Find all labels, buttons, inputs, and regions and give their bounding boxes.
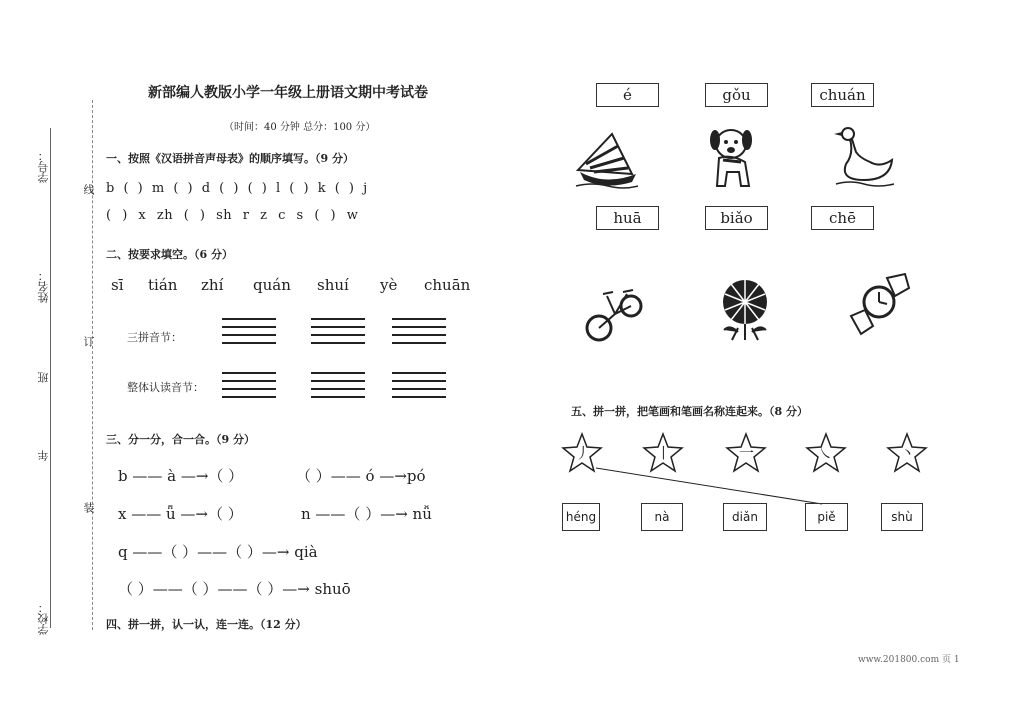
section3-row2-left: x —— ǖ —→（ ） xyxy=(118,505,243,523)
pinyin-box-gou: gǒu xyxy=(705,83,768,107)
stroke-shu: 丨 xyxy=(656,444,672,462)
grade-label: 年 xyxy=(37,450,50,461)
sailboat-picture xyxy=(572,128,640,192)
binding-mark-ding: 订 xyxy=(82,336,95,347)
section3-row4: （ ）——（ ）——（ ）—→ shuō xyxy=(118,580,351,598)
sanpin-label: 三拼音节： xyxy=(127,331,182,344)
syllable-5: yè xyxy=(380,276,398,294)
stroke-name-dian: diǎn xyxy=(723,503,767,531)
answer-lines[interactable] xyxy=(311,318,365,346)
section1-row2: ( ) x zh ( ) sh r z c s ( ) w xyxy=(106,208,359,223)
pinyin-box-biao: biǎo xyxy=(705,206,768,230)
answer-lines[interactable] xyxy=(222,318,276,346)
syllable-0: sī xyxy=(111,276,124,294)
stroke-pie: 丿 xyxy=(575,444,591,462)
class-label: 班 xyxy=(37,372,50,383)
section3-row1-right: （ ）—— ó —→pó xyxy=(296,467,426,485)
binding-dashed-line xyxy=(92,100,93,630)
watch-picture xyxy=(843,270,913,340)
section2-heading: 二、按要求填空。（6 分） xyxy=(106,248,233,261)
section1-heading: 一、按照《汉语拼音声母表》的顺序填写。（9 分） xyxy=(106,152,354,165)
section3-heading: 三、分一分，合一合。（9 分） xyxy=(106,433,255,446)
section3-row2-right: n ——（ ）—→ nǚ xyxy=(301,505,432,523)
syllable-1: tián xyxy=(148,276,178,294)
page-title: 新部编人教版小学一年级上册语文期中考试卷 xyxy=(148,85,428,101)
binding-mark-zhuang: 装 xyxy=(82,502,95,513)
syllable-2: zhí xyxy=(201,276,224,294)
page-subtitle: （时间：40 分钟 总分：100 分） xyxy=(224,122,376,133)
stroke-name-pie: piě xyxy=(805,503,848,531)
flower-picture xyxy=(712,274,778,344)
school-label: 学校： xyxy=(37,602,50,635)
stroke-heng: 一 xyxy=(739,444,755,462)
stroke-na: ㇏ xyxy=(818,444,834,462)
binding-rule xyxy=(50,128,51,628)
bicycle-picture xyxy=(585,280,647,346)
section3-row3: q ——（ ）——（ ）—→ qià xyxy=(118,543,318,561)
stroke-name-na: nà xyxy=(641,503,683,531)
section1-row1: b ( ) m ( ) d ( ) ( ) l ( ) k ( ) j xyxy=(106,181,368,196)
name-label: 姓名： xyxy=(37,270,50,303)
puppy-picture xyxy=(705,124,761,192)
section3-row1-left: b —— à —→（ ） xyxy=(118,467,244,485)
pinyin-box-e: é xyxy=(596,83,659,107)
answer-lines[interactable] xyxy=(392,318,446,346)
section5-heading: 五、拼一拼，把笔画和笔画名称连起来。（8 分） xyxy=(571,405,808,418)
syllable-4: shuí xyxy=(317,276,349,294)
syllable-6: chuān xyxy=(424,276,471,294)
binding-mark-xian: 线 xyxy=(82,184,95,195)
student-no-label: 学号： xyxy=(37,150,50,183)
pinyin-box-chuan: chuán xyxy=(811,83,874,107)
stroke-name-shu: shù xyxy=(881,503,923,531)
pinyin-box-hua: huā xyxy=(596,206,659,230)
syllable-3: quán xyxy=(253,276,291,294)
answer-lines[interactable] xyxy=(222,372,276,400)
section4-heading: 四、拼一拼，认一认，连一连。（12 分） xyxy=(106,618,307,631)
page-footer: www.201800.com 页 1 xyxy=(858,655,960,665)
answer-lines[interactable] xyxy=(392,372,446,400)
stroke-dian: 丶 xyxy=(900,444,916,462)
pinyin-box-che: chē xyxy=(811,206,874,230)
zhengti-label: 整体认读音节： xyxy=(127,381,204,394)
connection-line xyxy=(560,430,940,510)
stroke-name-heng: héng xyxy=(562,503,600,531)
goose-picture xyxy=(830,124,896,190)
answer-lines[interactable] xyxy=(311,372,365,400)
